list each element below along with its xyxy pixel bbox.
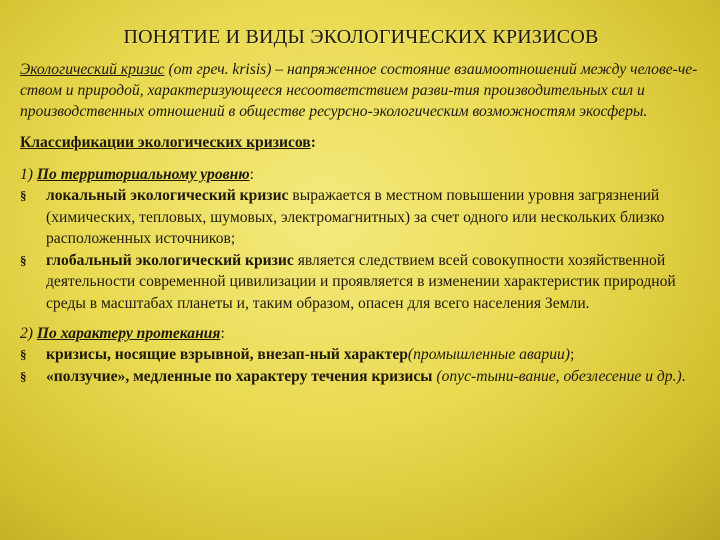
item-bold-text: глобальный экологический кризис [46,251,294,269]
section1-number: 1) [20,166,37,183]
item-bold-text: локальный экологический кризис [46,187,289,204]
section1-label: По территориальному уровню [36,166,250,183]
section2-colon: : [220,325,225,342]
section2-number: 2) [20,325,37,342]
section2-label: По характеру протекания [36,325,221,342]
definition-term: Экологический кризис [20,61,165,78]
classification-heading [20,132,702,153]
bullet-marker: § [20,188,27,203]
definition-text: (от греч. krisis) – напряженное состояние взаимоотношений между челове-че-ством и природой, характеризующееся несоответствием разви-тия производительных сил и производственных отношений в обществе ресурсно-экологическим возможностям экосферы. [20,61,698,120]
bullet-marker: § [20,347,27,362]
section1-list [20,185,702,314]
classification-heading-text: Классификации экологических кризисов [20,134,311,151]
item-italic-text: (опус-тыни-вание, обезлесение и др.) [432,367,682,385]
list-item [20,250,702,315]
item-tail: . [681,367,686,385]
list-item [20,366,702,388]
item-text: является следствием всей совокупности хозяйственной деятельности современной цивилизации и проявляется в изменении характеристик природной среды в масштабах планеты и, таким образом, опасен для всего населения Земли. [46,251,676,312]
item-italic-text: (промышленные аварии) [407,346,570,363]
item-text: выражается в местном повышении уровня загрязнений (химических, тепловых, шумовых, электромагнитных) за счет одного или нескольких близко расположенных источников; [46,187,665,247]
item-tail: ; [570,346,575,363]
item-bold-text: кризисы, носящие взрывной, внезап-ный характер [46,346,408,363]
section2-heading [20,323,702,344]
page-title: ПОНЯТИЕ И ВИДЫ ЭКОЛОГИЧЕСКИХ КРИЗИСОВ [123,26,599,48]
item-bold-text: «ползучие», медленные по характеру течения кризисы [46,367,433,385]
list-item [20,344,702,366]
section1-colon: : [249,166,254,183]
list-item [20,185,702,250]
classification-colon: : [310,134,316,151]
section2-list [20,344,702,387]
definition-paragraph [20,59,702,122]
bullet-marker: § [20,368,27,384]
bullet-marker: § [20,252,27,268]
section1-heading [20,164,702,185]
